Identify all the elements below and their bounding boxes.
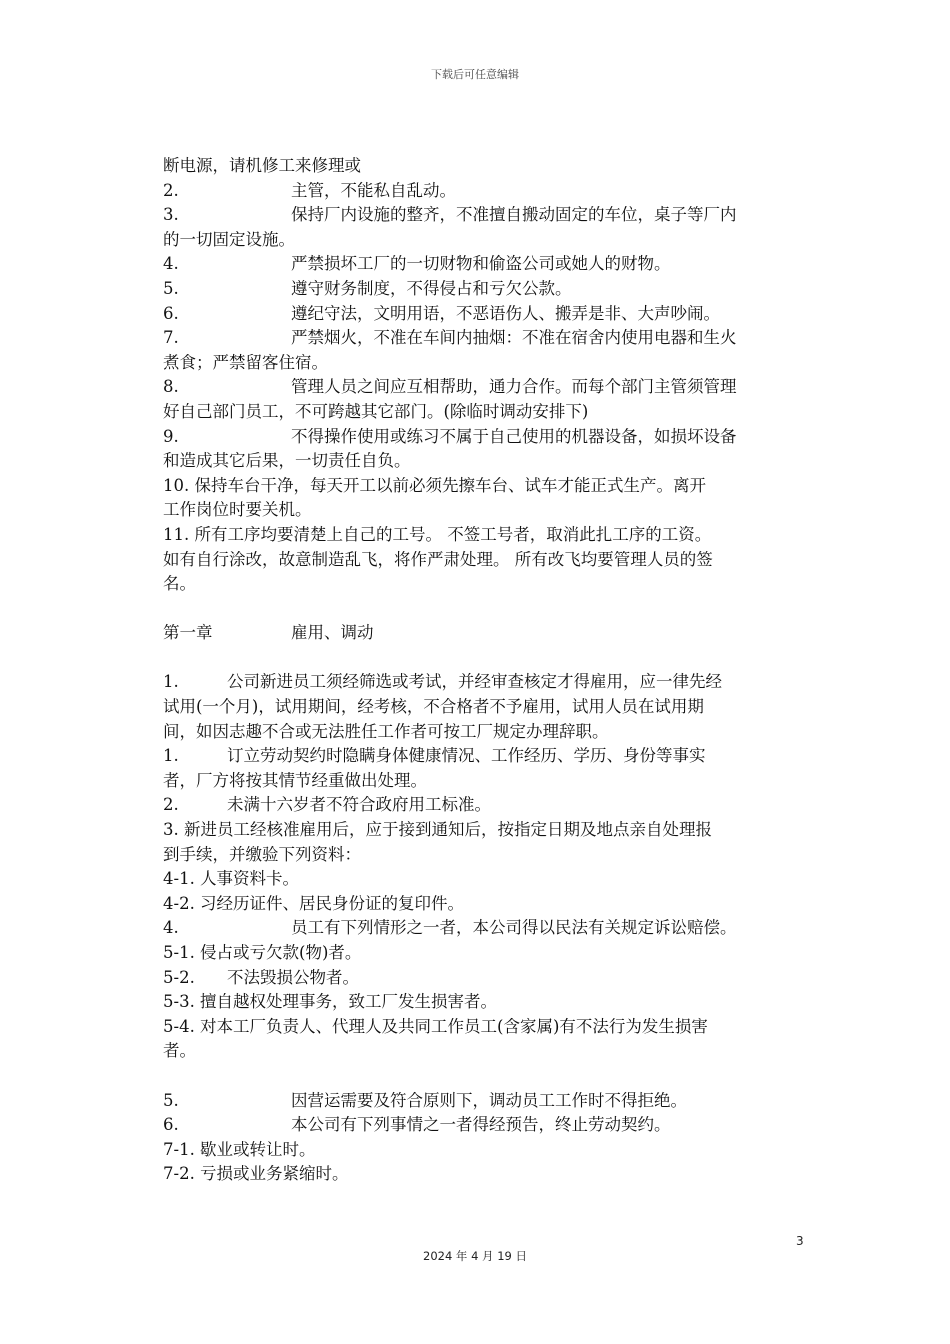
- text-line: 3. 新进员工经核准雇用后，应于接到通知后，按指定日期及地点亲自处理报: [163, 820, 712, 840]
- text-line: 名。: [163, 574, 196, 594]
- text-line: 到手续，并缴验下列资料：: [163, 844, 361, 864]
- text-line: 第一章 雇用、调动: [163, 623, 374, 643]
- text-line: 7-1. 歇业或转让时。: [163, 1139, 316, 1159]
- text-line: 断电源，请机修工来修理或: [163, 156, 361, 175]
- text-line: 工作岗位时要关机。: [163, 500, 312, 520]
- text-line: 5-4. 对本工厂负责人、代理人及共同工作员工(含家属)有不法行为发生损害: [163, 1016, 708, 1036]
- blank-line: [163, 646, 809, 671]
- text-line: 5-1. 侵占或亏欠款(物)者。: [163, 943, 362, 962]
- text-line: 1. 订立劳动契约时隐瞒身体健康情况、工作经历、学历、身份等事实: [163, 746, 706, 766]
- text-line: 8. 管理人员之间应互相帮助，通力合作。而每个部门主管须管理: [163, 377, 737, 397]
- text-line: 6. 遵纪守法，文明用语，不恶语伤人、搬弄是非、大声吵闹。: [163, 303, 720, 323]
- document-body: [163, 154, 809, 1187]
- text-line: 煮食；严禁留客住宿。: [163, 352, 328, 372]
- text-line: 好自己部门员工，不可跨越其它部门。(除临时调动安排下): [163, 401, 589, 421]
- blank-line: [163, 1064, 809, 1089]
- text-line: 4. 员工有下列情形之一者，本公司得以民法有关规定诉讼赔偿。: [163, 918, 737, 938]
- text-line: 5-2. 不法毁损公物者。: [163, 967, 359, 987]
- page-number: 3: [796, 1234, 804, 1248]
- text-line: 5. 遵守财务制度，不得侵占和亏欠公款。: [163, 278, 572, 298]
- text-line: 9. 不得操作使用或练习不属于自己使用的机器设备，如损坏设备: [163, 426, 737, 446]
- text-line: 6. 本公司有下列事情之一者得经预告，终止劳动契约。: [163, 1115, 671, 1135]
- text-line: 2. 未满十六岁者不符合政府用工标准。: [163, 795, 491, 815]
- text-line: 间，如因志趣不合或无法胜任工作者可按工厂规定办理辞职。: [163, 721, 609, 741]
- text-line: 5. 因营运需要及符合原则下，调动员工工作时不得拒绝。: [163, 1090, 687, 1110]
- text-line: 如有自行涂改，故意制造乱飞，将作严肃处理。 所有改飞均要管理人员的签: [163, 549, 713, 569]
- text-line: 7-2. 亏损或业务紧缩时。: [163, 1164, 349, 1184]
- text-line: 试用(一个月)，试用期间，经考核，不合格者不予雇用，试用人员在试用期: [163, 697, 704, 717]
- text-line: 者。: [163, 1041, 196, 1061]
- text-line: 4-1. 人事资料卡。: [163, 869, 300, 889]
- blank-line: [163, 597, 809, 622]
- text-line: 5-3. 擅自越权处理事务，致工厂发生损害者。: [163, 992, 498, 1012]
- text-line: 3. 保持厂内设施的整齐，不准擅自搬动固定的车位，桌子等厂内: [163, 205, 737, 225]
- text-line: 的一切固定设施。: [163, 229, 295, 249]
- text-line: 和造成其它后果，一切责任自负。: [163, 451, 411, 471]
- text-line: 4-2. 习经历证件、居民身份证的复印件。: [163, 893, 465, 913]
- text-line: 者，厂方将按其情节经重做出处理。: [163, 770, 427, 790]
- footer-date: 2024 年 4 月 19 日: [423, 1249, 527, 1263]
- text-line: 11. 所有工序均要清楚上自己的工号。 不签工号者，取消此扎工序的工资。: [163, 524, 712, 544]
- text-line: 1. 公司新进员工须经筛选或考试，并经审查核定才得雇用，应一律先经: [163, 672, 722, 692]
- text-line: 4. 严禁损坏工厂的一切财物和偷盗公司或她人的财物。: [163, 254, 671, 274]
- page-header: 下载后可任意编辑: [431, 68, 519, 81]
- text-line: 2. 主管，不能私自乱动。: [163, 180, 456, 200]
- text-line: 7. 严禁烟火，不准在车间内抽烟：不准在宿舍内使用电器和生火: [163, 328, 737, 348]
- text-line: 10. 保持车台干净，每天开工以前必须先擦车台、试车才能正式生产。离开: [163, 475, 706, 495]
